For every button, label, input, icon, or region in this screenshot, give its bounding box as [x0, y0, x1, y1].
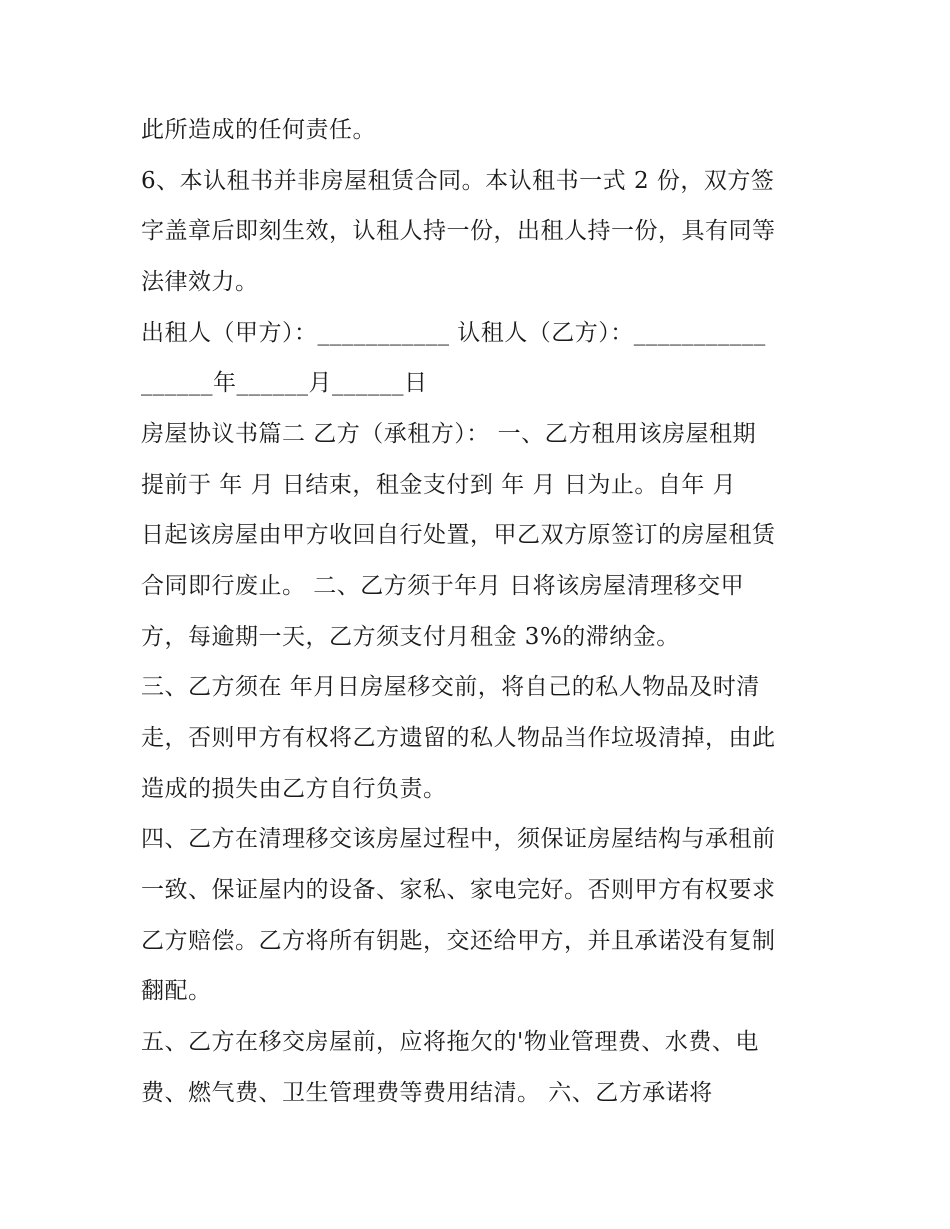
text-line: 合同即行废止。 二、乙方须于年月 日将该房屋清理移交甲	[141, 573, 745, 599]
text-line: 日起该房屋由甲方收回自行处置，甲乙双方原签订的房屋租赁	[141, 522, 776, 548]
text-line: 造成的损失由乙方自行负责。	[141, 776, 447, 802]
text-line: 三、乙方须在 年月日房屋移交前，将自己的私人物品及时清	[141, 674, 760, 700]
date-line: ______年______月______日	[141, 370, 428, 396]
text-line: 翻配。	[141, 978, 212, 1004]
text-line: 走，否则甲方有权将乙方遗留的私人物品当作垃圾清掉，由此	[141, 725, 776, 751]
text-line: 字盖章后即刻生效，认租人持一份，出租人持一份，具有同等	[141, 218, 776, 244]
text-line: 五、乙方在移交房屋前，应将拖欠的'物业管理费、水费、电	[141, 1029, 759, 1055]
text-line: 方，每逾期一天，乙方须支付月租金 3%的滞纳金。	[141, 624, 680, 650]
text-line: 法律效力。	[141, 269, 259, 295]
text-line: 四、乙方在清理移交该房屋过程中，须保证房屋结构与承租前	[141, 826, 776, 852]
text-line: 此所造成的任何责任。	[141, 117, 376, 143]
signature-line: 出租人（甲方）：___________ 认租人（乙方）：___________	[141, 320, 766, 346]
text-line: 一致、保证屋内的设备、家私、家电完好。否则甲方有权要求	[141, 877, 776, 903]
text-line: 乙方赔偿。乙方将所有钥匙，交还给甲方，并且承诺没有复制	[141, 928, 776, 954]
text-line: 房屋协议书篇二 乙方（承租方）： 一、乙方租用该房屋租期	[141, 421, 757, 447]
text-line: 提前于 年 月 日结束，租金支付到 年 月 日为止。自年 月	[141, 472, 737, 498]
text-line: 6、本认租书并非房屋租赁合同。本认租书一式 2 份，双方签	[141, 168, 775, 194]
text-line: 费、燃气费、卫生管理费等费用结清。 六、乙方承诺将	[141, 1080, 713, 1106]
